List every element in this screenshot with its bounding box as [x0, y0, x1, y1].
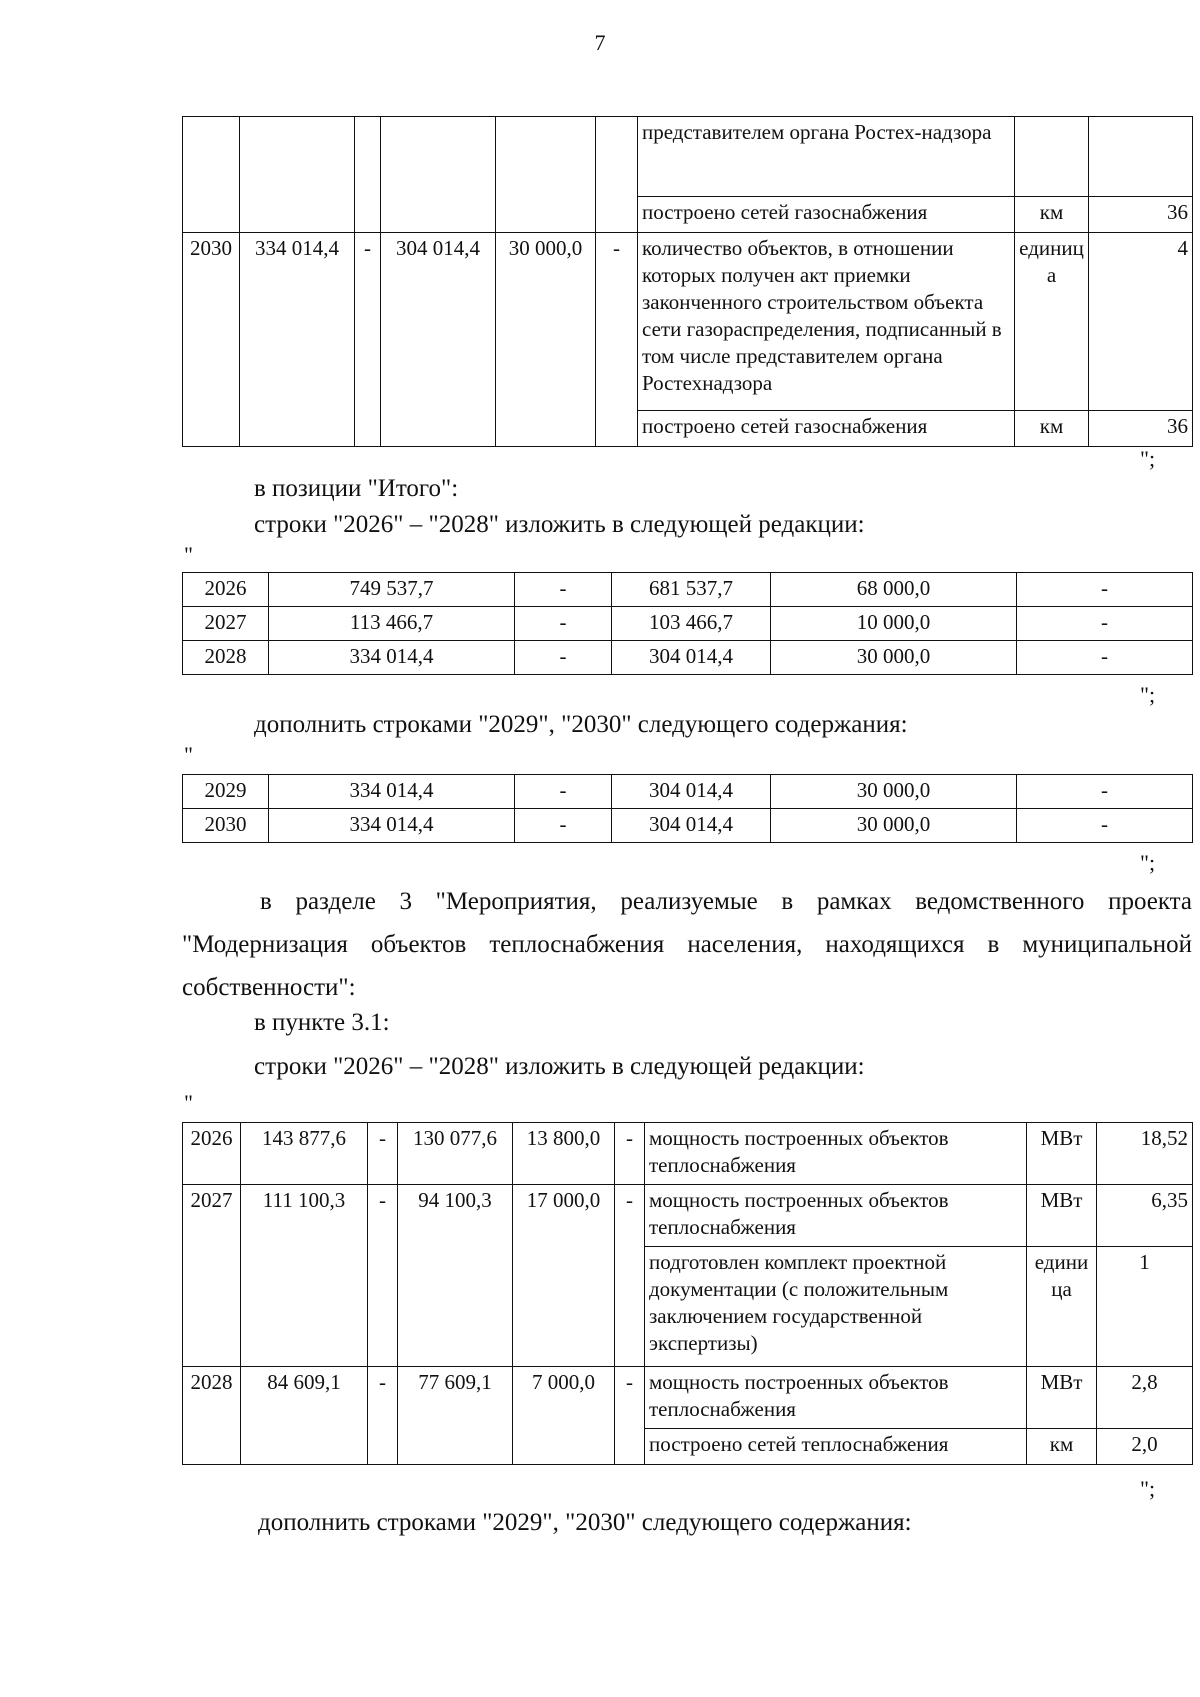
table-row	[183, 197, 1193, 233]
indicator-description: построено сетей газоснабжения	[638, 197, 1015, 233]
table-row	[183, 411, 1193, 447]
opening-quote: "	[184, 742, 193, 767]
table-row: 2027 113 466,7 - 103 466,7 10 000,0 -	[183, 607, 1193, 641]
local-cell: 30 000,0	[496, 233, 596, 411]
indicator-unit: км	[1027, 1429, 1097, 1465]
indicator-value: 18,52	[1097, 1123, 1193, 1185]
table-total-2029-2030	[182, 774, 1193, 843]
table-row: 2026 749 537,7 - 681 537,7 68 000,0 -	[183, 573, 1193, 607]
table-total-2026-2028	[182, 572, 1193, 675]
table-row	[183, 117, 1193, 197]
table-row	[183, 1247, 1193, 1367]
indicator-unit: единица	[1027, 1247, 1097, 1367]
indicator-description: мощность построенных объектов теплоснабжения	[645, 1123, 1027, 1185]
year-cell: 2030	[183, 233, 240, 411]
paragraph: дополнить строками "2029", "2030" следующего содержания:	[254, 711, 908, 738]
page-number: 7	[594, 30, 606, 55]
indicator-description: представителем органа Ростех-надзора	[638, 117, 1015, 197]
table-row: 2028 334 014,4 - 304 014,4 30 000,0 -	[183, 641, 1193, 675]
indicator-description: мощность построенных объектов теплоснабжения	[645, 1367, 1027, 1429]
paragraph: в позиции "Итого":	[254, 475, 459, 502]
indicator-unit: МВт	[1027, 1367, 1097, 1429]
indicator-unit: МВт	[1027, 1123, 1097, 1185]
paragraph-section3: в разделе 3 "Мероприятия, реализуемые в рамках ведомственного проекта "Модернизация объектов теплоснабжения населения, находящихся в муниципальной собственности":	[182, 888, 1192, 1001]
table-row: 2026 143 877,6 - 130 077,6 13 800,0 - мощность построенных объектов теплоснабжения МВт 18,52	[183, 1123, 1193, 1185]
paragraph: строки "2026" – "2028" изложить в следующей редакции:	[254, 511, 865, 538]
indicator-description: количество объектов, в отношении которых получен акт приемки законченного строительством объекта сети газораспределения, подписанный в том числе представителем органа Ростехнадзора	[638, 233, 1015, 411]
closing-quote: ";	[1140, 1476, 1156, 1501]
paragraph: в пункте 3.1:	[254, 1009, 390, 1036]
total-cell: 334 014,4	[240, 233, 355, 411]
indicator-value: 1	[1097, 1247, 1193, 1367]
other-cell: -	[596, 233, 638, 411]
indicator-value: 36	[1089, 411, 1193, 447]
regional-cell: 304 014,4	[381, 233, 496, 411]
closing-quote: ";	[1140, 446, 1156, 471]
indicator-unit: км	[1015, 411, 1089, 447]
indicator-value: 2,8	[1097, 1367, 1193, 1429]
table-row: 2028 84 609,1 - 77 609,1 7 000,0 - мощность построенных объектов теплоснабжения МВт 2,8	[183, 1367, 1193, 1429]
closing-quote: ";	[1140, 850, 1156, 875]
paragraph: строки "2026" – "2028" изложить в следующей редакции:	[254, 1053, 865, 1080]
indicator-value: 36	[1089, 197, 1193, 233]
indicator-unit: МВт	[1027, 1185, 1097, 1247]
federal-cell: -	[355, 233, 381, 411]
indicator-description: мощность построенных объектов теплоснабжения	[645, 1185, 1027, 1247]
table-heat-2026-2028	[182, 1122, 1193, 1465]
closing-quote: ";	[1140, 682, 1156, 707]
indicator-unit: км	[1015, 197, 1089, 233]
indicator-value: 2,0	[1097, 1429, 1193, 1465]
indicator-description: построено сетей теплоснабжения	[645, 1429, 1027, 1465]
table-row	[183, 233, 1193, 411]
opening-quote: "	[184, 1090, 193, 1115]
indicator-description: подготовлен комплект проектной документации (с положительным заключением государственной экспертизы)	[645, 1247, 1027, 1367]
table-row: 2027 111 100,3 - 94 100,3 17 000,0 - мощность построенных объектов теплоснабжения МВт 6,35	[183, 1185, 1193, 1247]
table-row	[183, 1429, 1193, 1465]
indicator-unit: единица	[1015, 233, 1089, 411]
paragraph: дополнить строками "2029", "2030" следующего содержания:	[258, 1509, 912, 1536]
table-row: 2029 334 014,4 - 304 014,4 30 000,0 -	[183, 775, 1193, 809]
indicator-value: 6,35	[1097, 1185, 1193, 1247]
table-gas-continuation	[182, 116, 1193, 447]
indicator-value: 4	[1089, 233, 1193, 411]
indicator-description: построено сетей газоснабжения	[638, 411, 1015, 447]
opening-quote: "	[184, 542, 193, 567]
table-row: 2030 334 014,4 - 304 014,4 30 000,0 -	[183, 809, 1193, 843]
